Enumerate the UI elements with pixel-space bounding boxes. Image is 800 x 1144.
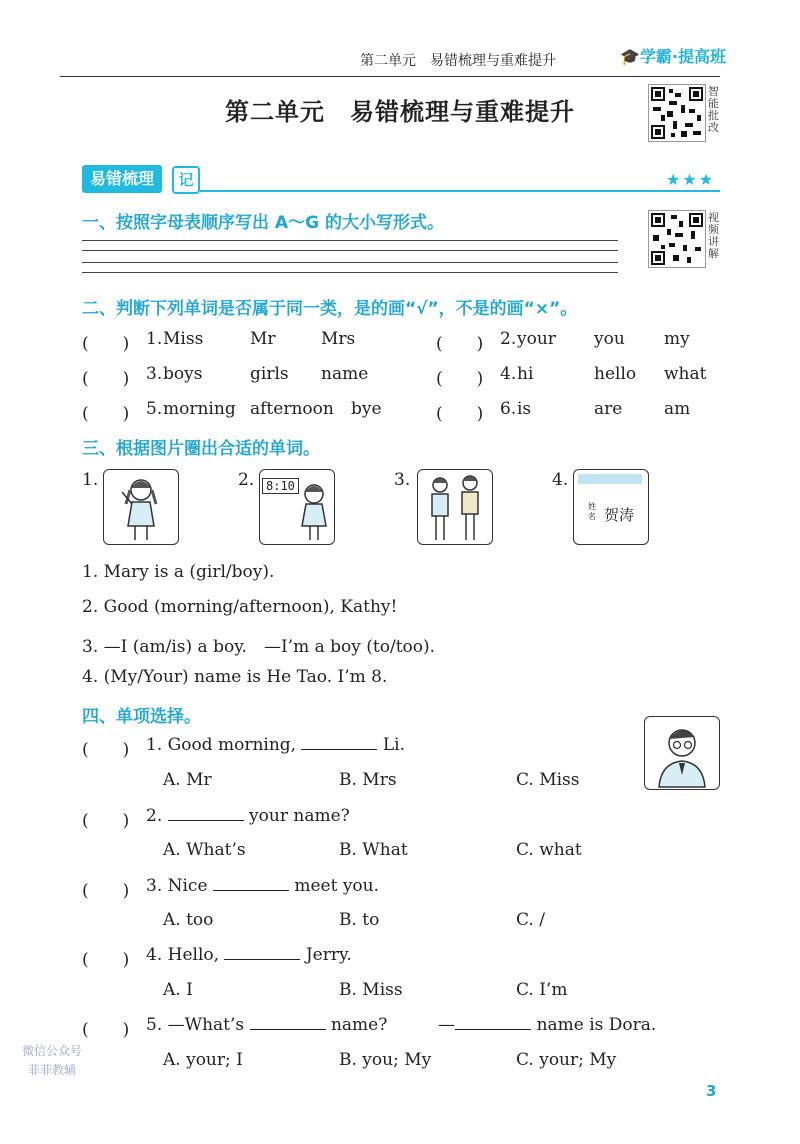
option-c[interactable]: C. / <box>516 910 545 930</box>
option-a[interactable]: A. I <box>163 980 193 1000</box>
option-c[interactable]: C. what <box>516 840 582 860</box>
qr-label-video: 视频讲解 <box>708 211 719 260</box>
answer-paren[interactable]: ( ) <box>82 404 130 424</box>
qr-code-video-icon[interactable] <box>648 210 706 268</box>
girl-icon <box>104 470 178 544</box>
word: bye <box>351 399 382 419</box>
item-number: 3. <box>146 364 163 384</box>
answer-paren[interactable]: ( ) <box>82 881 130 901</box>
answer-paren[interactable]: ( ) <box>82 740 130 760</box>
clock-display: 8:10 <box>262 478 299 494</box>
word: girls <box>250 364 289 384</box>
answer-paren[interactable]: ( ) <box>436 404 484 424</box>
option-b[interactable]: B. Mrs <box>339 770 397 790</box>
answer-paren[interactable]: ( ) <box>82 811 130 831</box>
item-number: 1. <box>146 329 163 349</box>
boys-icon <box>418 470 492 544</box>
girl-picture <box>103 469 179 545</box>
option-c[interactable]: C. your; My <box>516 1050 617 1070</box>
option-b[interactable]: B. Miss <box>339 980 403 1000</box>
word: is <box>517 399 532 419</box>
word: hi <box>517 364 534 384</box>
question-stem: 4. Hello, Jerry. <box>146 945 352 965</box>
pic-number: 2. <box>238 470 255 490</box>
word: afternoon <box>250 399 334 419</box>
answer-blank[interactable] <box>250 1015 326 1030</box>
question-stem: 3. Nice meet you. <box>146 876 380 896</box>
clock-girl-picture <box>259 469 335 545</box>
mortarboard-icon: 🎓 <box>620 47 640 66</box>
writing-line <box>82 262 618 263</box>
option-a[interactable]: A. too <box>163 910 214 930</box>
option-a[interactable]: A. What’s <box>163 840 246 860</box>
qr-label-grading: 智能批改 <box>708 85 719 134</box>
option-b[interactable]: B. you; My <box>339 1050 432 1070</box>
answer-blank[interactable] <box>301 735 377 750</box>
watermark: 微信公众号 菲菲教辅 <box>22 1044 83 1077</box>
name-card-name: 贺涛 <box>604 506 635 524</box>
word: morning <box>163 399 236 419</box>
section-badge: 易错梳理 <box>82 165 162 193</box>
pic-number: 1. <box>82 470 99 490</box>
word: am <box>664 399 691 419</box>
option-c[interactable]: C. I’m <box>516 980 568 1000</box>
option-b[interactable]: B. to <box>339 910 380 930</box>
brand-logo: 🎓学霸·提高班 <box>620 47 727 66</box>
word: boys <box>163 364 203 384</box>
page-title: 第二单元 易错梳理与重难提升 <box>225 98 575 126</box>
word: your <box>517 329 556 349</box>
word: name <box>321 364 369 384</box>
question-stem: 2. your name? <box>146 806 350 826</box>
answer-paren[interactable]: ( ) <box>82 369 130 389</box>
q4-heading: 四、单项选择。 <box>82 707 201 727</box>
pic-number: 3. <box>394 470 411 490</box>
page-number: 3 <box>706 1082 717 1100</box>
running-header: 第二单元 易错梳理与重难提升 <box>360 53 556 69</box>
question-stem: 5. —What’s name? — name is Dora. <box>146 1015 657 1035</box>
answer-paren[interactable]: ( ) <box>82 950 130 970</box>
name-card-picture <box>573 469 649 545</box>
item-number: 4. <box>500 364 517 384</box>
two-boys-picture <box>417 469 493 545</box>
card-strip <box>578 474 642 484</box>
word: hello <box>594 364 637 384</box>
option-a[interactable]: A. your; I <box>163 1050 243 1070</box>
word: Mr <box>250 329 276 349</box>
writing-line <box>82 240 618 241</box>
word: you <box>594 329 625 349</box>
header-rule <box>60 76 720 77</box>
q3-sentence: 2. Good (morning/afternoon), Kathy! <box>82 597 398 617</box>
answer-blank[interactable] <box>213 876 289 891</box>
answer-paren[interactable]: ( ) <box>82 334 130 354</box>
answer-blank[interactable] <box>168 806 244 821</box>
teacher-picture <box>644 716 720 790</box>
item-number: 5. <box>146 399 163 419</box>
writing-line <box>82 272 618 273</box>
pic-number: 4. <box>552 470 569 490</box>
option-c[interactable]: C. Miss <box>516 770 580 790</box>
answer-blank[interactable] <box>455 1015 531 1030</box>
item-number: 2. <box>500 329 517 349</box>
word: are <box>594 399 623 419</box>
q2-heading: 二、判断下列单词是否属于同一类，是的画“√”，不是的画“×”。 <box>82 299 578 319</box>
option-b[interactable]: B. What <box>339 840 408 860</box>
word: Miss <box>163 329 204 349</box>
qr-code-icon[interactable] <box>648 84 706 142</box>
question-stem: 1. Good morning, Li. <box>146 735 406 755</box>
section-mark: 记 <box>172 166 200 194</box>
item-number: 6. <box>500 399 517 419</box>
answer-paren[interactable]: ( ) <box>436 369 484 389</box>
q3-heading: 三、根据图片圈出合适的单词。 <box>82 439 320 459</box>
difficulty-stars: ★★★ <box>666 170 716 189</box>
word: my <box>664 329 690 349</box>
teacher-icon <box>645 717 719 789</box>
word: what <box>664 364 707 384</box>
answer-paren[interactable]: ( ) <box>436 334 484 354</box>
answer-paren[interactable]: ( ) <box>82 1020 130 1040</box>
section-rule <box>200 190 720 192</box>
writing-line <box>82 250 618 251</box>
answer-blank[interactable] <box>224 945 300 960</box>
q1-heading: 一、按照字母表顺序写出 A～G 的大小写形式。 <box>82 213 444 233</box>
q3-sentence: 4. (My/Your) name is He Tao. I’m 8. <box>82 667 388 687</box>
q3-sentence: 1. Mary is a (girl/boy). <box>82 562 275 582</box>
option-a[interactable]: A. Mr <box>163 770 212 790</box>
name-card-label: 姓 名 <box>588 502 596 521</box>
word: Mrs <box>321 329 356 349</box>
q3-sentence: 3. —I (am/is) a boy. —I’m a boy (to/too). <box>82 637 436 657</box>
